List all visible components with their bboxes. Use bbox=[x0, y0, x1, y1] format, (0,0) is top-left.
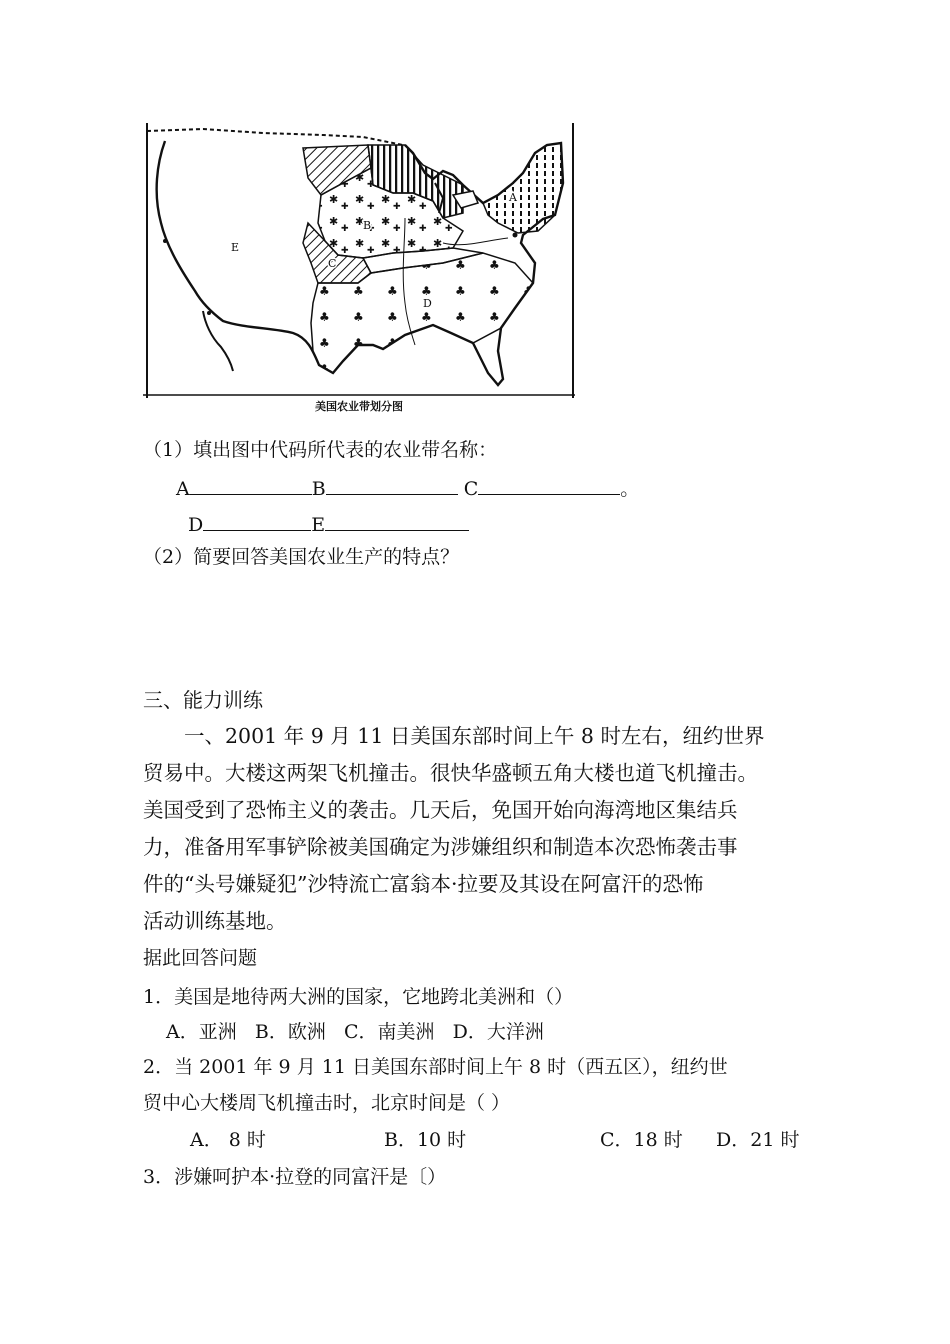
blank-e[interactable] bbox=[325, 510, 469, 531]
q1-blanks-row2 bbox=[188, 510, 469, 537]
q1-prompt: （1）填出图中代码所代表的农业带名称： bbox=[143, 439, 498, 461]
map-label-b: B bbox=[363, 219, 372, 232]
map-label-e: E bbox=[231, 241, 240, 254]
section-title: 三、能力训练 bbox=[143, 688, 263, 712]
option-d[interactable]: D．大洋洲 bbox=[452, 1021, 544, 1043]
q2-prompt: （2）简要回答美国农业生产的特点？ bbox=[143, 546, 460, 568]
map-label-d: D bbox=[423, 297, 432, 310]
blank-b[interactable] bbox=[326, 474, 458, 495]
map-caption: 美国农业带划分图 bbox=[315, 400, 403, 413]
label-d: D bbox=[188, 514, 204, 536]
answer-prompt: 据此回答问题 bbox=[143, 947, 258, 969]
passage-line: 件的“头号嫌疑犯”沙特流亡富翁本·拉要及其设在阿富汗的恐怖 bbox=[143, 872, 704, 896]
question-1: 1．美国是地待两大洲的国家，它地跨北美洲和（） bbox=[143, 986, 574, 1008]
question-2-line2: 贸中心大楼周飞机撞击时，北京时间是（ ） bbox=[143, 1092, 511, 1114]
option-b[interactable]: B．欧洲 bbox=[254, 1021, 326, 1043]
map-label-a: A bbox=[509, 191, 517, 204]
blank-c[interactable] bbox=[478, 474, 620, 495]
blank-a[interactable] bbox=[190, 474, 312, 495]
passage bbox=[143, 718, 833, 940]
period: 。 bbox=[620, 478, 640, 500]
label-c: C bbox=[463, 478, 479, 500]
question-3: 3．涉嫌呵护本·拉登的同富汗是〔） bbox=[143, 1166, 447, 1188]
option-c[interactable]: C．南美洲 bbox=[343, 1021, 435, 1043]
map-label-c: C bbox=[328, 257, 337, 270]
question-1-options bbox=[166, 1020, 544, 1044]
question-2-option-d[interactable]: D．21 时 bbox=[716, 1129, 800, 1151]
passage-line: 美国受到了恐怖主义的袭击。几天后，免国开始向海湾地区集结兵 bbox=[143, 798, 738, 822]
question-2-option-a[interactable]: A． 8 时 bbox=[190, 1129, 266, 1151]
question-2-line1: 2．当 2001 年 9 月 11 日美国东部时间上午 8 时（西五区），纽约世 bbox=[143, 1056, 728, 1078]
blank-d[interactable] bbox=[203, 510, 311, 531]
passage-line: 贸易中。大楼这两架飞机撞击。很快华盛顿五角大楼也道飞机撞击。 bbox=[143, 761, 758, 785]
question-2-option-c[interactable]: C．18 时 bbox=[600, 1129, 683, 1151]
label-e: E bbox=[311, 514, 326, 536]
passage-line: 一、2001 年 9 月 11 日美国东部时间上午 8 时左右，纽约世界 bbox=[184, 724, 765, 748]
option-a[interactable]: A．亚洲 bbox=[166, 1021, 237, 1043]
question-2-option-b[interactable]: B．10 时 bbox=[384, 1129, 467, 1151]
passage-line: 活动训练基地。 bbox=[143, 909, 287, 933]
label-a: A bbox=[176, 478, 190, 500]
passage-line: 力，准备用军事铲除被美国确定为涉嫌组织和制造本次恐怖袭击事 bbox=[143, 835, 738, 859]
us-agriculture-map bbox=[143, 123, 575, 413]
label-b: B bbox=[311, 478, 326, 500]
q1-blanks-row1 bbox=[176, 474, 639, 501]
region-a bbox=[483, 143, 563, 233]
map-image bbox=[143, 123, 575, 398]
